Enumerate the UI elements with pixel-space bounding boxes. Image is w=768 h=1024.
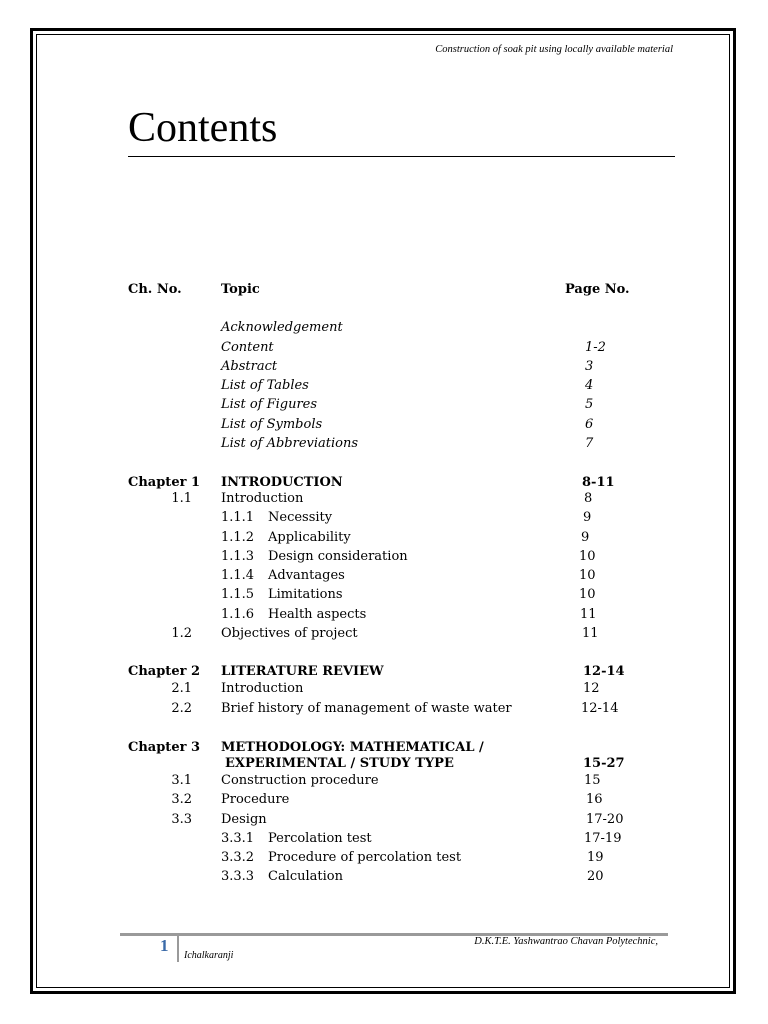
chapter-title: INTRODUCTION xyxy=(221,475,343,490)
subsection-number: 1.1.6 xyxy=(221,607,255,622)
subsection-number: 3.3.3 xyxy=(221,869,255,884)
section-page: 17-20 xyxy=(586,812,624,827)
toc-topic: Content xyxy=(221,340,274,355)
section-page: 15 xyxy=(584,773,601,788)
subsection-title: Applicability xyxy=(268,530,351,545)
section-page: 12-14 xyxy=(581,701,619,716)
section-page: 16 xyxy=(586,792,603,807)
column-header-ch-no: Ch. No. xyxy=(128,282,182,297)
section-title: Brief history of management of waste water xyxy=(221,701,512,716)
toc-page: 1-2 xyxy=(585,340,606,355)
chapter-title: LITERATURE REVIEW xyxy=(221,664,384,679)
chapter-pages: 8-11 xyxy=(582,475,615,490)
toc-page: 3 xyxy=(585,359,594,374)
chapter-title: METHODOLOGY: MATHEMATICAL / xyxy=(221,740,484,755)
section-number: 1.2 xyxy=(171,626,192,641)
toc-topic: Acknowledgement xyxy=(221,320,343,335)
section-title: Design xyxy=(221,812,267,827)
page-border-inner xyxy=(36,34,730,988)
subsection-page: 9 xyxy=(581,530,590,545)
chapter-pages: 12-14 xyxy=(583,664,625,679)
section-number: 3.1 xyxy=(171,773,192,788)
column-header-topic: Topic xyxy=(221,282,260,297)
page-number: 1 xyxy=(160,936,169,955)
footer-divider xyxy=(177,936,179,962)
subsection-title: Health aspects xyxy=(268,607,367,622)
subsection-number: 1.1.3 xyxy=(221,549,255,564)
section-number: 2.2 xyxy=(171,701,192,716)
subsection-title: Advantages xyxy=(268,568,345,583)
subsection-title: Design consideration xyxy=(268,549,408,564)
section-number: 3.3 xyxy=(171,812,192,827)
section-title: Objectives of project xyxy=(221,626,358,641)
page-title: Contents xyxy=(128,105,278,151)
title-underline xyxy=(128,156,675,157)
toc-topic: List of Abbreviations xyxy=(221,436,359,451)
running-header: Construction of soak pit using locally available material xyxy=(435,44,673,55)
subsection-page: 11 xyxy=(580,607,597,622)
subsection-page: 20 xyxy=(587,869,604,884)
subsection-page: 10 xyxy=(579,549,596,564)
chapter-label: Chapter 2 xyxy=(128,664,201,679)
subsection-title: Limitations xyxy=(268,587,343,602)
toc-page: 4 xyxy=(585,378,594,393)
subsection-page: 10 xyxy=(579,587,596,602)
footer-city: Ichalkaranji xyxy=(184,950,234,961)
section-number: 3.2 xyxy=(171,792,192,807)
column-header-page-no: Page No. xyxy=(565,282,630,297)
chapter-label: Chapter 3 xyxy=(128,740,201,755)
toc-page: 5 xyxy=(585,397,594,412)
chapter-pages: 15-27 xyxy=(583,756,625,771)
chapter-label: Chapter 1 xyxy=(128,475,201,490)
toc-page: 6 xyxy=(585,417,594,432)
toc-topic: List of Tables xyxy=(221,378,309,393)
section-title: Construction procedure xyxy=(221,773,379,788)
subsection-number: 1.1.4 xyxy=(221,568,255,583)
subsection-number: 1.1.2 xyxy=(221,530,255,545)
subsection-number: 1.1.1 xyxy=(221,510,255,525)
toc-topic: Abstract xyxy=(221,359,278,374)
subsection-page: 10 xyxy=(579,568,596,583)
section-page: 11 xyxy=(582,626,599,641)
subsection-title: Procedure of percolation test xyxy=(268,850,462,865)
toc-topic: List of Figures xyxy=(221,397,318,412)
subsection-number: 1.1.5 xyxy=(221,587,255,602)
toc-topic: List of Symbols xyxy=(221,417,323,432)
section-title: Procedure xyxy=(221,792,290,807)
toc-page: 7 xyxy=(585,436,594,451)
subsection-title: Calculation xyxy=(268,869,343,884)
subsection-page: 19 xyxy=(587,850,604,865)
section-number: 1.1 xyxy=(171,491,192,506)
subsection-number: 3.3.2 xyxy=(221,850,255,865)
subsection-page: 17-19 xyxy=(584,831,622,846)
subsection-title: Percolation test xyxy=(268,831,372,846)
subsection-page: 9 xyxy=(583,510,592,525)
footer-institution: D.K.T.E. Yashwantrao Chavan Polytechnic, xyxy=(474,936,658,947)
chapter-title-continued: EXPERIMENTAL / STUDY TYPE xyxy=(225,756,454,771)
section-title: Introduction xyxy=(221,681,304,696)
section-page: 8 xyxy=(584,491,593,506)
section-number: 2.1 xyxy=(171,681,192,696)
section-page: 12 xyxy=(583,681,600,696)
subsection-number: 3.3.1 xyxy=(221,831,255,846)
section-title: Introduction xyxy=(221,491,304,506)
subsection-title: Necessity xyxy=(268,510,333,525)
